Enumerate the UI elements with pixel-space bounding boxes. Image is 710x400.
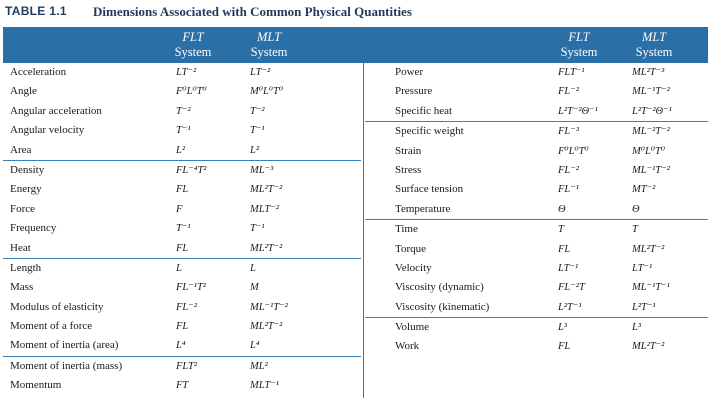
table-row	[365, 63, 708, 82]
table-row	[3, 161, 361, 180]
mlt-dimension: ML⁻¹T⁻¹	[632, 282, 670, 294]
mlt-dimension: LT⁻¹	[632, 262, 653, 274]
mlt-dimension: ML⁻¹T⁻²	[632, 86, 670, 98]
quantity-name: Stress	[395, 163, 422, 176]
table-row	[365, 337, 708, 356]
mlt-dimension: L⁴	[250, 340, 260, 352]
flt-dimension: FL	[176, 184, 189, 196]
table-row	[365, 82, 708, 101]
quantity-name: Modulus of elasticity	[10, 300, 104, 313]
mlt-dimension: MLT⁻¹	[250, 380, 279, 392]
flt-dimension: FL⁻²	[558, 164, 579, 176]
mlt-dimension: ML⁻²T⁻²	[632, 126, 670, 138]
table-row	[365, 259, 708, 278]
mlt-dimension: MLT⁻²	[250, 203, 279, 215]
mlt-dimension: L²T⁻¹	[632, 301, 656, 313]
quantity-name: Density	[10, 163, 45, 176]
quantity-name: Angle	[10, 85, 37, 98]
flt-dimension: FL	[558, 341, 571, 353]
quantity-name: Volume	[395, 321, 430, 334]
table-row	[3, 259, 361, 278]
quantity-name: Force	[10, 202, 36, 215]
flt-dimension: L⁴	[176, 340, 186, 352]
table-row	[365, 122, 708, 141]
flt-dimension: FL⁻²	[176, 301, 197, 313]
table-row	[365, 278, 708, 297]
mlt-dimension: ML²T⁻²	[632, 341, 665, 353]
quantity-name: Torque	[395, 242, 426, 255]
mlt-dimension: LT⁻²	[250, 67, 271, 78]
mlt-dimension: ML⁻¹T⁻²	[250, 301, 288, 313]
mlt-dimension: L²T⁻²Θ⁻¹	[632, 105, 672, 117]
quantity-name: Work	[395, 340, 420, 353]
flt-dimension: FL⁻²	[558, 86, 579, 98]
quantity-name: Angular acceleration	[10, 104, 102, 117]
table-row	[3, 180, 361, 199]
mlt-dimension: T⁻¹	[250, 223, 265, 235]
mlt-dimension: Θ	[632, 203, 640, 215]
quantity-name: Specific heat	[395, 104, 453, 117]
quantity-name: Specific weight	[395, 125, 464, 138]
table-row	[365, 298, 708, 318]
flt-dimension: FL	[176, 321, 189, 333]
flt-dimension: T⁻¹	[176, 125, 191, 137]
flt-dimension: F⁰L⁰T⁰	[558, 145, 589, 157]
mlt-dimension: L²	[250, 144, 259, 156]
mlt-dimension: M	[250, 282, 259, 294]
quantity-name: Heat	[10, 241, 31, 254]
table-row	[3, 336, 361, 356]
mlt-dimension: T⁻¹	[250, 125, 265, 137]
table-row	[365, 318, 708, 337]
quantity-name: Moment of inertia (mass)	[10, 359, 123, 372]
flt-dimension: Θ	[558, 203, 566, 215]
flt-dimension: FL⁻⁴T²	[176, 164, 207, 176]
table-row	[365, 102, 708, 122]
flt-dimension: L²	[176, 144, 185, 156]
mlt-dimension: L	[250, 262, 256, 274]
mlt-dimension: ML²T⁻³	[632, 67, 665, 78]
table-row	[365, 180, 708, 199]
table-row	[3, 200, 361, 219]
quantity-name: Length	[10, 261, 42, 274]
quantity-name: Velocity	[395, 261, 432, 274]
quantity-name: Temperature	[395, 202, 451, 215]
mlt-dimension: ML⁻¹T⁻²	[632, 164, 670, 176]
table-row	[3, 63, 361, 82]
flt-dimension: FL	[558, 243, 571, 255]
flt-dimension: FL⁻³	[558, 126, 579, 138]
quantity-name: Time	[395, 223, 418, 236]
flt-dimension: FL	[176, 242, 189, 254]
quantity-name: Surface tension	[395, 183, 464, 196]
mlt-dimension: T	[632, 224, 638, 236]
flt-dimension: T⁻²	[176, 105, 191, 117]
mlt-dimension: M⁰L⁰T⁰	[250, 86, 284, 98]
header-right-mlt: MLT System	[635, 30, 673, 59]
mlt-dimension: ML²T⁻²	[250, 321, 283, 333]
mlt-dimension: M⁰L⁰T⁰	[632, 145, 666, 157]
mlt-dimension: ML⁻³	[250, 164, 274, 176]
table-row	[365, 240, 708, 259]
flt-dimension: FLT²	[176, 360, 198, 372]
table-title	[0, 0, 710, 28]
mlt-dimension: L³	[632, 322, 641, 334]
left-column	[3, 63, 361, 396]
table-row	[3, 317, 361, 336]
mlt-dimension: ML²T⁻²	[250, 184, 283, 196]
table-body	[3, 63, 708, 398]
quantity-name: Moment of inertia (area)	[10, 339, 119, 352]
table-number: TABLE 1.1	[5, 4, 67, 18]
table-row	[3, 121, 361, 140]
flt-dimension: L²T⁻¹	[558, 301, 582, 313]
right-column	[365, 63, 708, 357]
quantity-name: Energy	[10, 183, 42, 196]
quantity-name: Moment of a force	[10, 320, 93, 333]
flt-dimension: L³	[558, 322, 567, 334]
table-row	[3, 102, 361, 121]
flt-dimension: L	[176, 262, 182, 274]
header-left-mlt: MLT System	[250, 30, 288, 59]
table-row	[365, 220, 708, 239]
table-row	[3, 278, 361, 297]
mlt-dimension: MT⁻²	[632, 184, 656, 196]
flt-dimension: L²T⁻²Θ⁻¹	[558, 105, 598, 117]
mlt-dimension: ML²	[250, 360, 268, 372]
table-row	[3, 239, 361, 259]
flt-dimension: LT⁻¹	[558, 262, 579, 274]
quantity-name: Acceleration	[10, 66, 67, 78]
mlt-dimension: ML²T⁻²	[632, 243, 665, 255]
flt-dimension: FT	[176, 380, 189, 392]
flt-dimension: FL⁻²T	[558, 282, 585, 294]
table-row	[365, 142, 708, 161]
header-left-flt: FLT System	[174, 30, 212, 59]
flt-dimension: FLT⁻¹	[558, 67, 585, 78]
quantity-name: Area	[10, 143, 32, 156]
table-header	[3, 27, 708, 63]
table-row	[3, 357, 361, 376]
flt-dimension: FL⁻¹	[558, 184, 579, 196]
mlt-dimension: T⁻²	[250, 105, 265, 117]
table-row	[365, 200, 708, 220]
column-divider	[363, 63, 364, 398]
quantity-name: Frequency	[10, 222, 57, 235]
table-row	[3, 82, 361, 101]
quantity-name: Viscosity (dynamic)	[395, 281, 484, 294]
table-row	[3, 219, 361, 238]
quantity-name: Power	[395, 66, 424, 78]
header-right-flt: FLT System	[560, 30, 598, 59]
flt-dimension: FL⁻¹T²	[176, 282, 206, 294]
table-row	[3, 376, 361, 395]
flt-dimension: T⁻¹	[176, 223, 191, 235]
quantity-name: Angular velocity	[10, 124, 85, 137]
flt-dimension: F	[176, 203, 183, 215]
quantity-name: Mass	[10, 281, 34, 294]
quantity-name: Momentum	[10, 379, 62, 392]
flt-dimension: T	[558, 224, 564, 236]
quantity-name: Strain	[395, 144, 422, 157]
mlt-dimension: ML²T⁻²	[250, 242, 283, 254]
table-row	[365, 161, 708, 180]
quantity-name: Pressure	[395, 85, 433, 98]
flt-dimension: LT⁻²	[176, 67, 197, 78]
table-row	[3, 141, 361, 161]
quantity-name: Viscosity (kinematic)	[395, 300, 490, 313]
table-caption: Dimensions Associated with Common Physical Quantities	[93, 4, 412, 19]
table-row	[3, 298, 361, 317]
flt-dimension: F⁰L⁰T⁰	[176, 86, 207, 98]
